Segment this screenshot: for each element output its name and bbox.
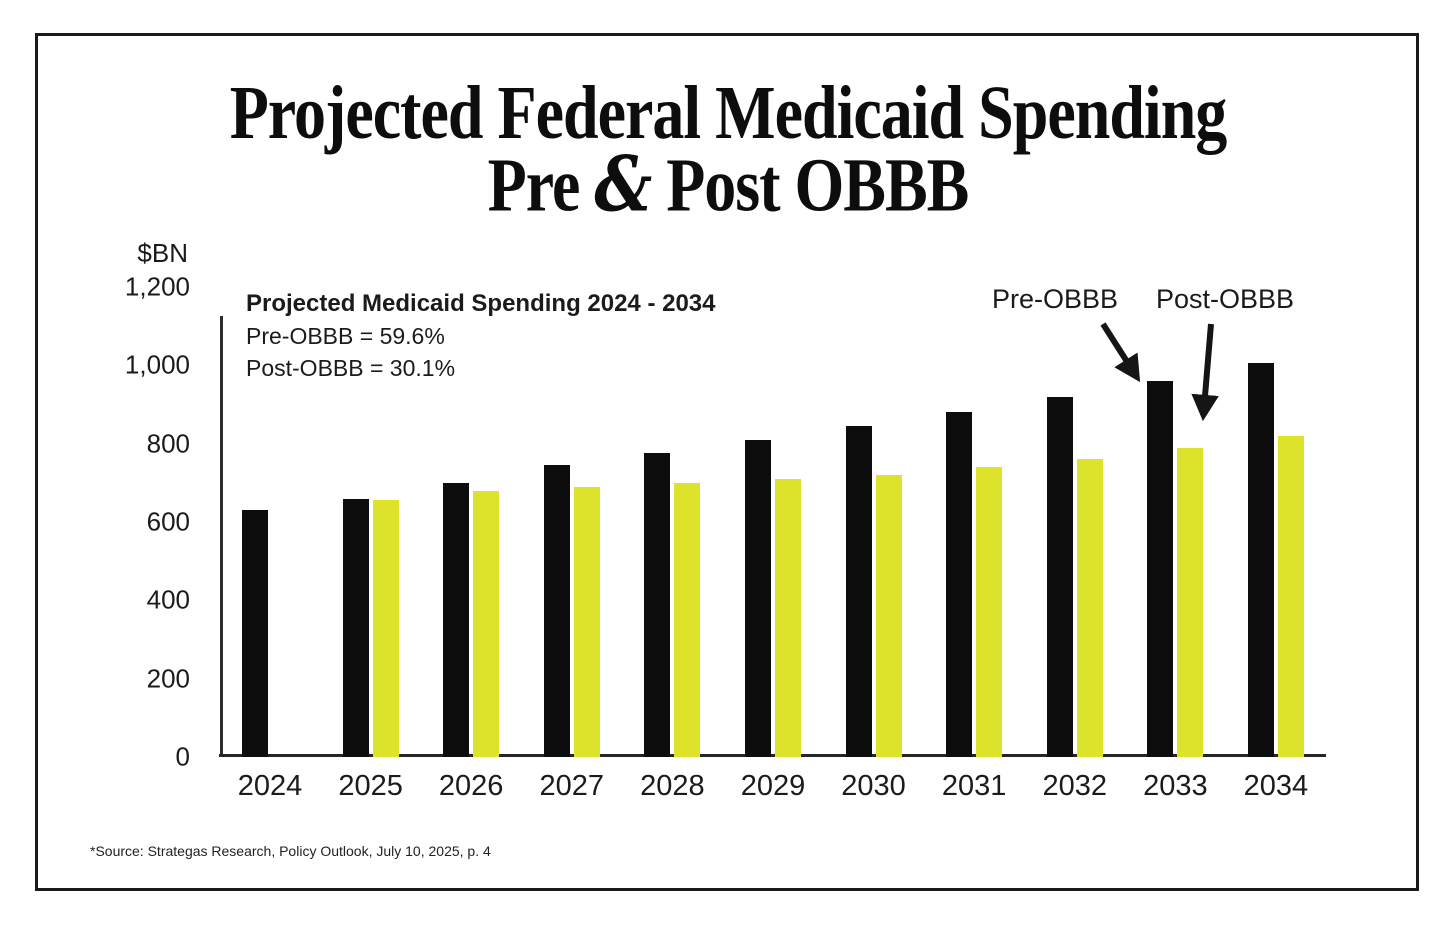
x-tick-2034: 2034 xyxy=(1243,770,1309,802)
x-tick-2024: 2024 xyxy=(237,770,303,802)
bar-post-obbb-2027 xyxy=(574,487,600,757)
bar-pre-obbb-2025 xyxy=(343,499,369,758)
chart-main-title xyxy=(0,70,1456,230)
y-tick-200: 200 xyxy=(146,663,190,694)
title-line-1: Projected Federal Medicaid Spending xyxy=(229,70,1227,155)
bar-pre-obbb-2033 xyxy=(1147,381,1173,757)
year-group-2029 xyxy=(723,287,823,802)
bar-post-obbb-2028 xyxy=(674,483,700,757)
bar-post-obbb-2031 xyxy=(976,467,1002,757)
bar-post-obbb-2034 xyxy=(1278,436,1304,757)
bar-post-obbb-2029 xyxy=(775,479,801,757)
y-tick-400: 400 xyxy=(146,584,190,615)
y-tick-600: 600 xyxy=(146,506,190,537)
year-group-2030 xyxy=(824,287,924,802)
bar-pre-obbb-2032 xyxy=(1047,397,1073,757)
bar-pre-obbb-2029 xyxy=(745,440,771,757)
y-tick-1200: 1,200 xyxy=(124,271,190,302)
bar-post-obbb-2025 xyxy=(373,500,399,757)
bar-pre-obbb-2030 xyxy=(846,426,872,757)
year-group-2032 xyxy=(1025,287,1125,802)
annotation-post-obbb-growth: Post-OBBB = 30.1% xyxy=(246,355,456,381)
x-tick-2028: 2028 xyxy=(640,770,705,802)
ampersand: & xyxy=(594,140,652,230)
y-tick-0: 0 xyxy=(175,741,190,772)
bar-pre-obbb-2027 xyxy=(544,465,570,757)
bar-pre-obbb-2031 xyxy=(946,412,972,757)
legend-label-post-obbb: Post-OBBB xyxy=(1155,284,1295,314)
y-axis-unit-label: $BN xyxy=(137,238,188,268)
bar-pre-obbb-2026 xyxy=(443,483,469,757)
x-tick-2025: 2025 xyxy=(338,770,403,802)
annotation-title: Projected Medicaid Spending 2024 - 2034 xyxy=(246,290,716,317)
y-tick-1000: 1,000 xyxy=(124,349,190,380)
x-tick-2026: 2026 xyxy=(438,770,504,802)
source-citation: *Source: Strategas Research, Policy Outlook, July 10, 2025, p. 4 xyxy=(90,843,491,859)
year-group-2031 xyxy=(924,287,1024,802)
year-group-2033 xyxy=(1125,287,1225,802)
legend-label-pre-obbb: Pre-OBBB xyxy=(991,284,1119,314)
bar-pre-obbb-2034 xyxy=(1248,363,1274,757)
title-line-2: Pre & Post OBBB xyxy=(487,140,969,230)
y-axis-labels xyxy=(60,238,190,772)
x-tick-2030: 2030 xyxy=(841,770,906,802)
bar-pre-obbb-2028 xyxy=(644,453,670,757)
x-tick-2027: 2027 xyxy=(539,770,605,802)
bar-post-obbb-2033 xyxy=(1177,448,1203,757)
x-tick-2032: 2032 xyxy=(1042,770,1107,802)
y-tick-800: 800 xyxy=(146,428,190,459)
x-tick-2031: 2031 xyxy=(941,770,1007,802)
bar-pre-obbb-2024 xyxy=(242,510,268,757)
bar-post-obbb-2026 xyxy=(473,491,499,757)
year-group-2034 xyxy=(1226,287,1326,802)
chart-annotation-block xyxy=(246,288,716,384)
x-tick-2029: 2029 xyxy=(740,770,806,802)
x-tick-2033: 2033 xyxy=(1143,770,1208,802)
bar-post-obbb-2030 xyxy=(876,475,902,757)
bar-post-obbb-2032 xyxy=(1077,459,1103,757)
annotation-pre-obbb-growth: Pre-OBBB = 59.6% xyxy=(246,323,445,349)
